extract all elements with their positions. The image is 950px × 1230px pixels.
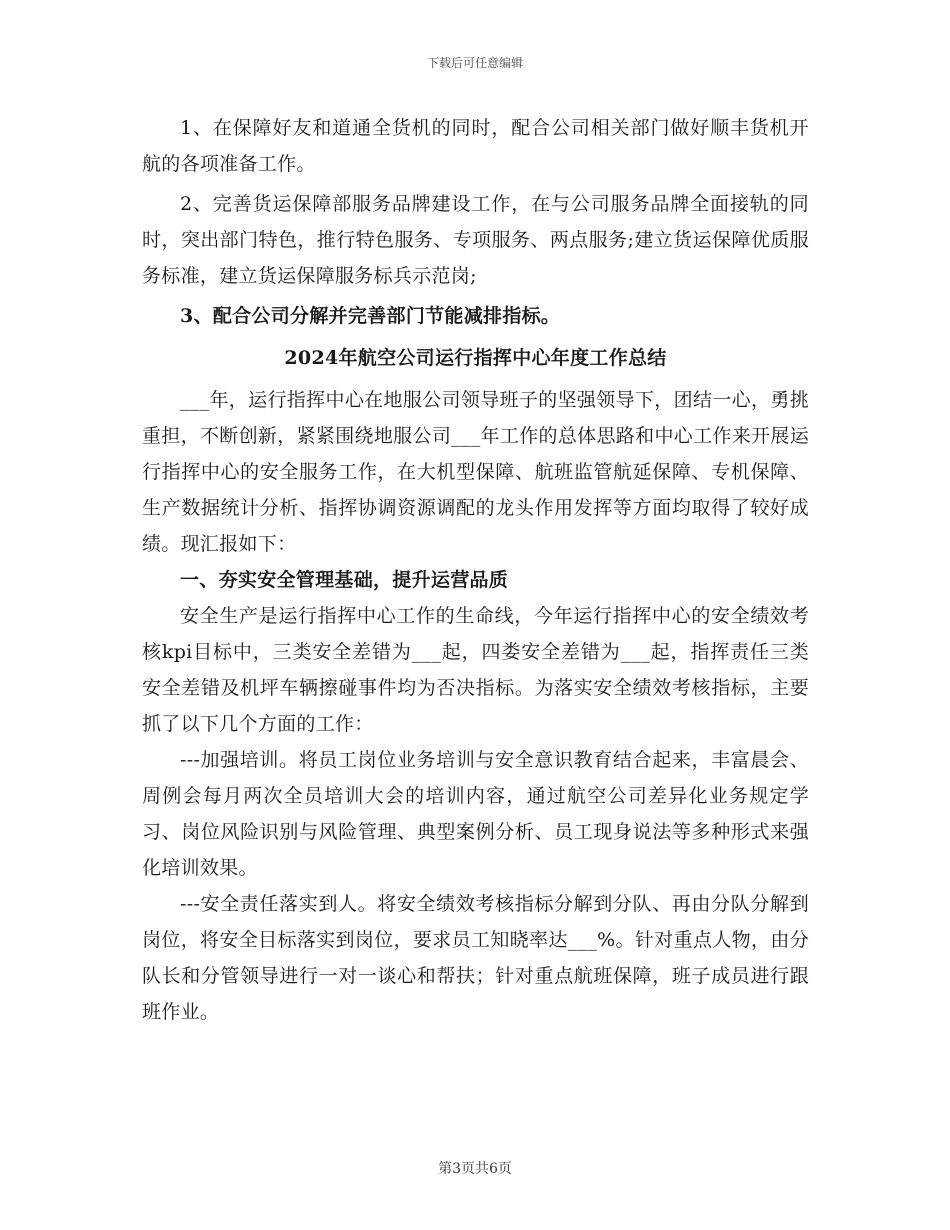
paragraph-1: 1、在保障好友和道通全货机的同时，配合公司相关部门做好顺丰货机开航的各项准备工作。 — [142, 117, 809, 175]
page-footer: 第3页共6页 — [438, 1161, 512, 1177]
document-title: 2024年航空公司运行指挥中心年度工作总结 — [284, 347, 667, 369]
paragraph-responsibility: ---安全责任落实到人。将安全绩效考核指标分解到分队、再由分队分解到岗位，将安全目标落实到岗位，要求员工知晓率达___%。针对重点人物，由分队长和分管领导进行一对一谈心和帮扶；针对重点航班保障，班子成员进行跟班作业。 — [142, 893, 809, 1023]
section-heading-1: 一、夯实安全管理基础，提升运营品质 — [180, 569, 509, 591]
paragraph-intro: ___年，运行指挥中心在地服公司领导班子的坚强领导下，团结一心，勇挑重担，不断创新，紧紧围绕地服公司___年工作的总体思路和中心工作来开展运行指挥中心的安全服务工作，在大机型保障、航班监管航延保障、专机保障、生产数据统计分析、指挥协调资源调配的龙头作用发挥等方面均取得了较好成绩。现汇报如下： — [142, 389, 809, 555]
paragraph-training: ---加强培训。将员工岗位业务培训与安全意识教育结合起来，丰富晨会、周例会每月两次全员培训大会的培训内容，通过航空公司差异化业务规定学习、岗位风险识别与风险管理、典型案例分析、员工现身说法等多种形式来强化培训效果。 — [142, 749, 809, 879]
paragraph-2: 2、完善货运保障部服务品牌建设工作，在与公司服务品牌全面接轨的同时，突出部门特色，推行特色服务、专项服务、两点服务;建立货运保障优质服务标准，建立货运保障服务标兵示范岗; — [142, 193, 809, 287]
document-body — [142, 110, 809, 1030]
paragraph-safety: 安全生产是运行指挥中心工作的生命线，今年运行指挥中心的安全绩效考核kpi目标中，三类安全差错为___起，四娄安全差错为___起，指挥责任三类安全差错及机坪车辆擦碰事件均为否决指标。为落实安全绩效考核指标，主要抓了以下几个方面的工作： — [142, 605, 809, 735]
page-header: 下载后可任意编辑 — [426, 56, 523, 70]
paragraph-3: 3、配合公司分解并完善部门节能减排指标。 — [180, 305, 561, 327]
